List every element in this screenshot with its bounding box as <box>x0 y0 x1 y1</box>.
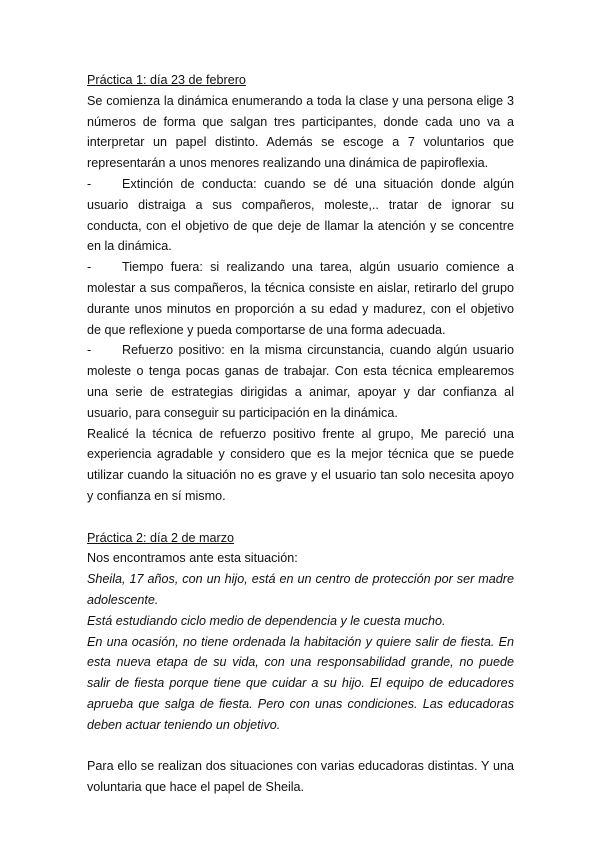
case-paragraph: Está estudiando ciclo medio de dependencia y le cuesta mucho. <box>87 613 446 628</box>
bullet-tiempo-fuera <box>87 257 514 340</box>
paragraph-gap <box>87 507 514 528</box>
document-page <box>87 70 514 798</box>
bullet-text: Refuerzo positivo: en la misma circunstancia, cuando algún usuario moleste o tenga pocas ganas de trabajar. Con esta técnica emplearemos una serie de estrategias dirigidas a animar, apoyar y dar confianza al usuario, para conseguir su participación en la dinámica. <box>87 343 514 420</box>
paragraph-gap <box>87 736 514 757</box>
bullet-dash: - <box>87 343 92 358</box>
section-1-heading: Práctica 1: día 23 de febrero <box>87 73 246 87</box>
bullet-text: Extinción de conducta: cuando se dé una situación donde algún usuario distraiga a sus compañeros, moleste,.. tratar de ignorar su conducta, con el objetivo de que deje de llamar la atención y se concentre en la dinámica. <box>87 176 514 254</box>
bullet-dash: - <box>87 260 92 275</box>
bullet-text: Tiempo fuera: si realizando una tarea, algún usuario comience a molestar a sus compañeros, la técnica consiste en aislar, retirarlo del grupo durante unos minutos en proporción a su edad y madurez, con el objetivo de que reflexione y pueda comportarse de una forma adecuada. <box>87 260 514 337</box>
case-paragraph: En una ocasión, no tiene ordenada la habitación y quiere salir de fiesta. En esta nueva etapa de su vida, con una responsabilidad grande, no puede salir de fiesta porque tiene que cuidar a su hijo. El equipo de educadores aprueba que salga de fiesta. Pero con unas condiciones. Las educadoras deben actuar teniendo un objetivo. <box>87 634 514 732</box>
section-2-intro: Nos encontramos ante esta situación: <box>87 551 298 566</box>
bullet-dash: - <box>87 176 92 191</box>
bullet-extincion <box>87 174 514 257</box>
bullet-refuerzo <box>87 340 514 423</box>
section-2-closing: Para ello se realizan dos situaciones con varias educadoras distintas. Y una voluntaria que hace el papel de Sheila. <box>87 759 514 795</box>
section-1-conclusion: Realicé la técnica de refuerzo positivo frente al grupo, Me pareció una experiencia agradable y considero que es la mejor técnica que se puede utilizar cuando la situación no es grave y el usuario tan solo necesita apoyo y confianza en sí mismo. <box>87 426 514 503</box>
section-1-intro: Se comienza la dinámica enumerando a toda la clase y una persona elige 3 números de forma que salgan tres participantes, donde cada uno va a interpretar un papel distinto. Además se escoge a 7 voluntarios que representarán a unos menores realizando una dinámica de papiroflexia. <box>87 93 514 171</box>
case-paragraph: Sheila, 17 años, con un hijo, está en un centro de protección por ser madre adolescente. <box>87 572 514 607</box>
section-2-heading: Práctica 2: día 2 de marzo <box>87 530 234 545</box>
